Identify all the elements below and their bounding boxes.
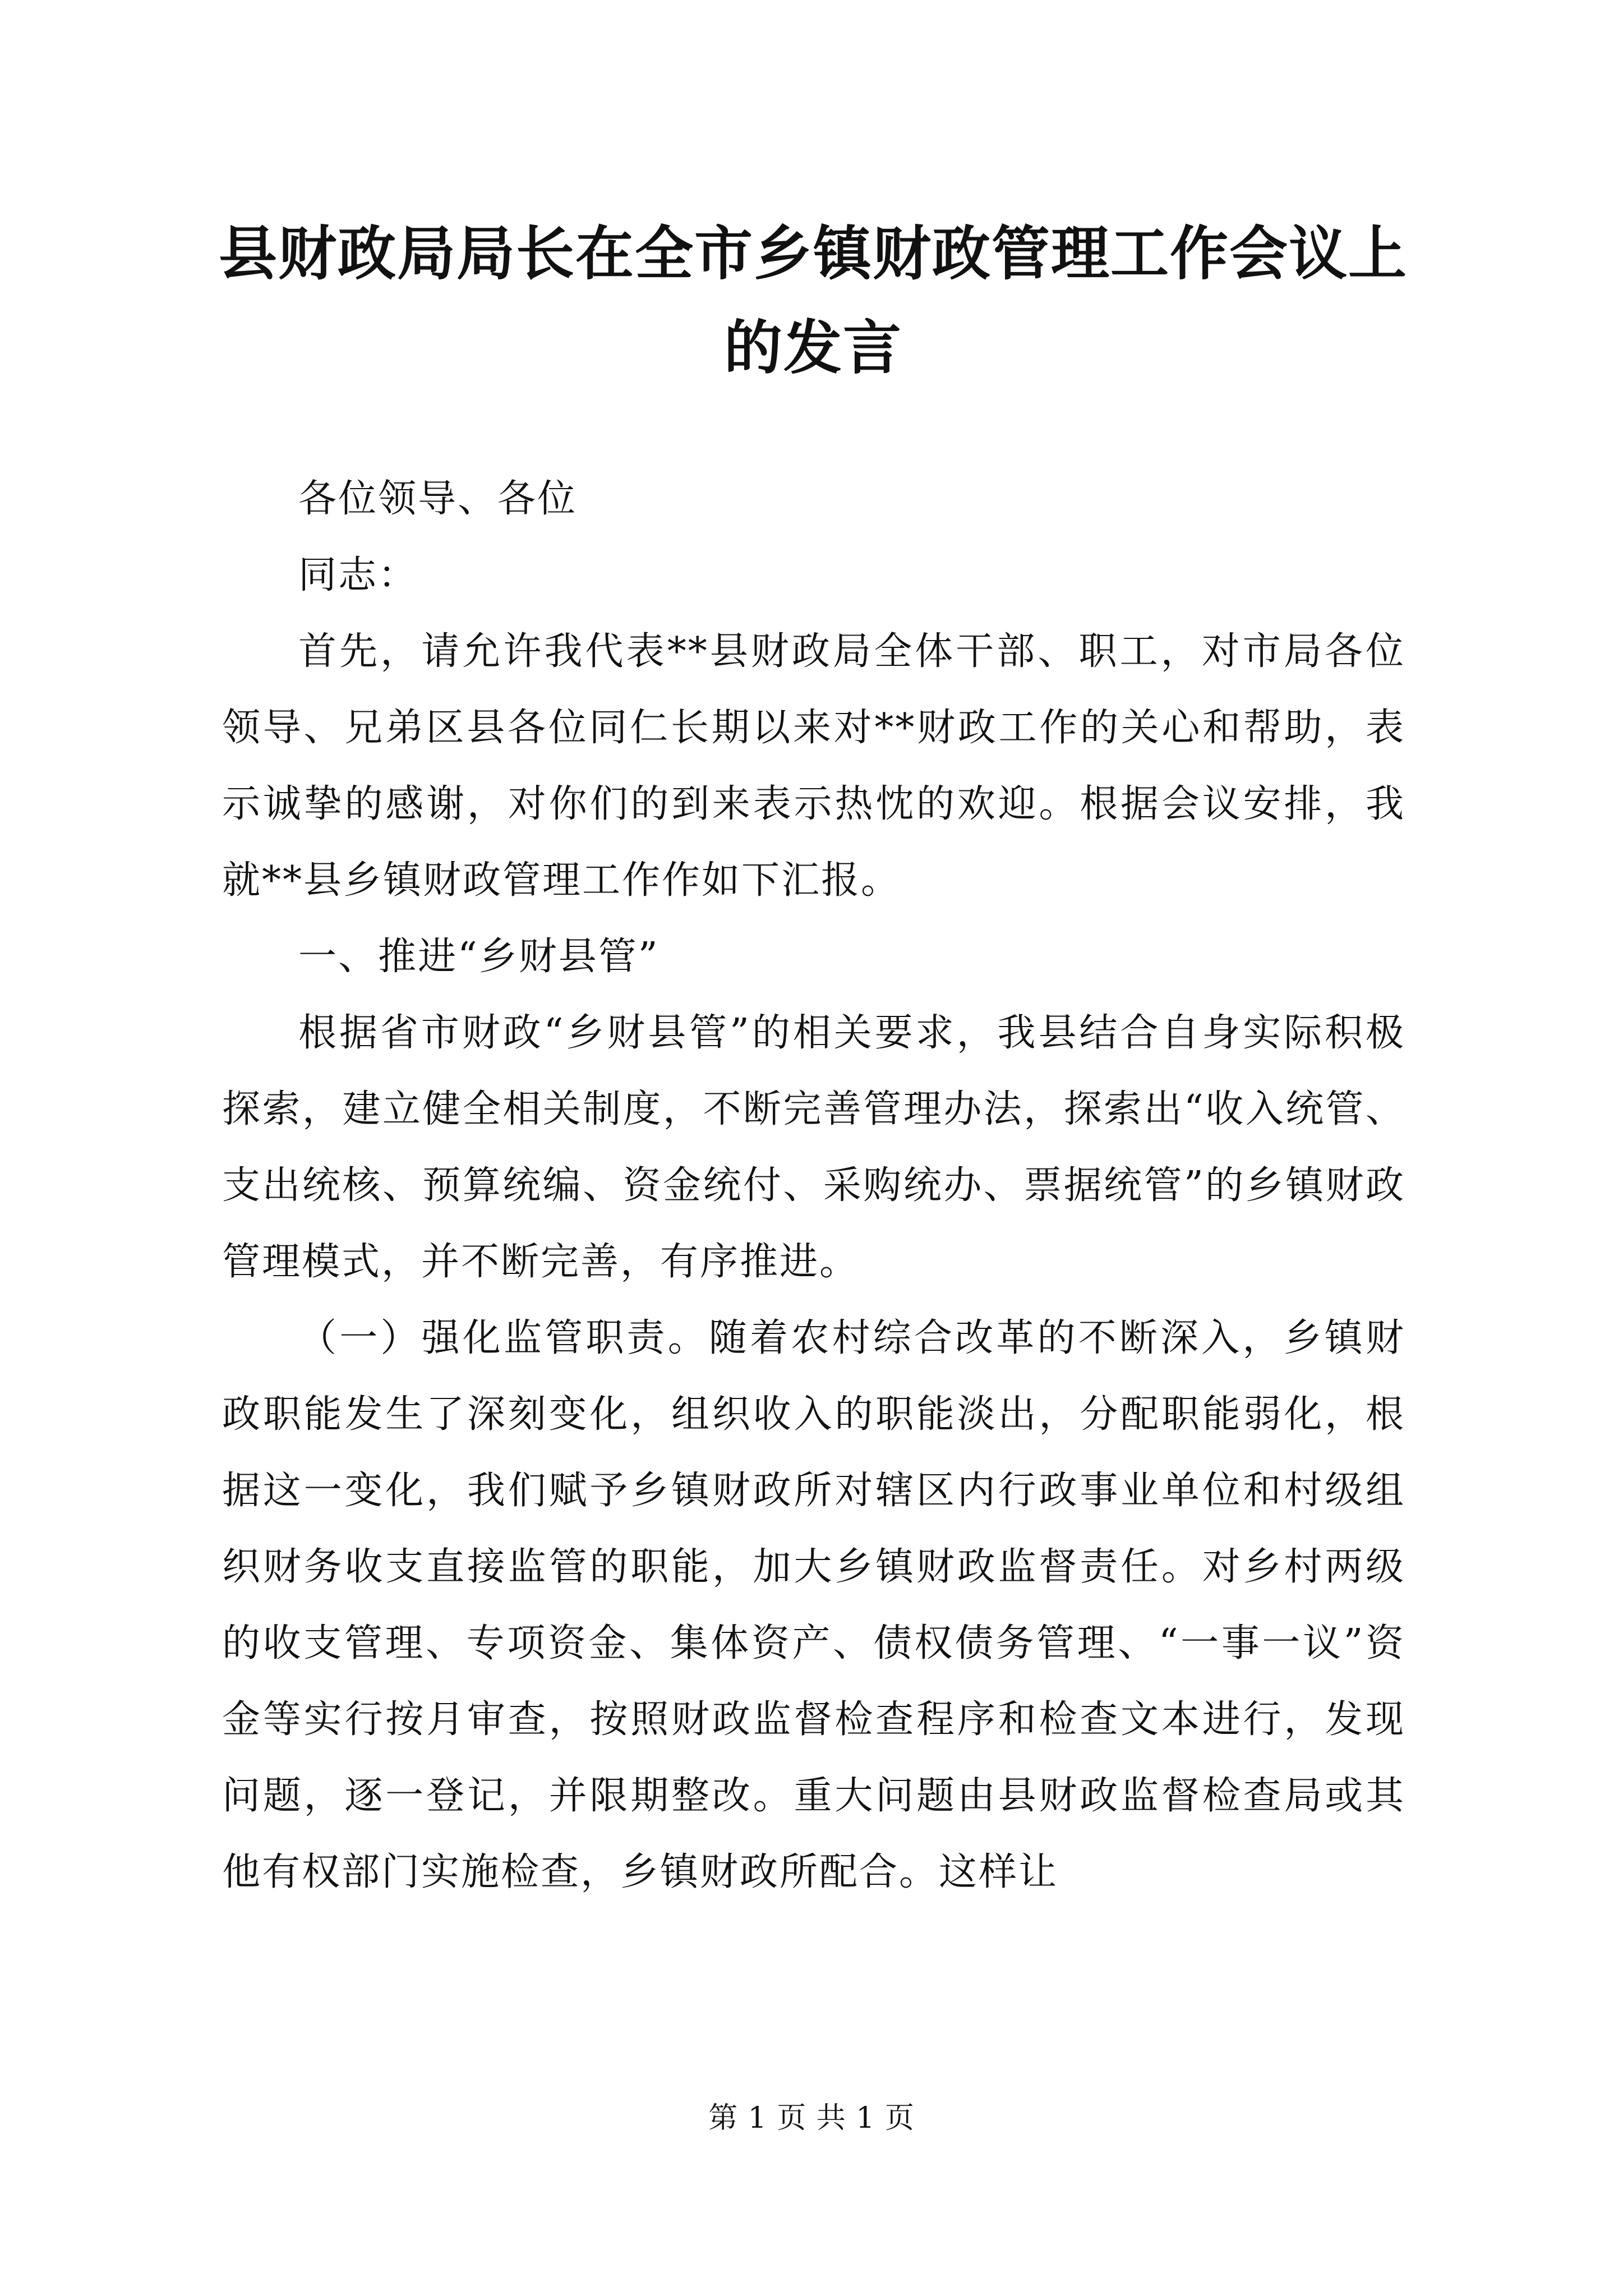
- salutation-line: 各位领导、各位: [298, 477, 578, 521]
- body-paragraph: 根据省市财政“乡财县管”的相关要求，我县结合自身实际积极探索，建立健全相关制度，不断完善管理办法，探索出“收入统管、支出统核、预算统编、资金统付、采购统办、票据统管”的乡镇财政管理模式，并不断完善，有序推进。: [222, 1011, 1405, 1284]
- page-footer: 第 1 页 共 1 页: [708, 2101, 915, 2135]
- document-body: [222, 461, 1405, 1911]
- body-paragraph: 首先，请允许我代表**县财政局全体干部、职工，对市局各位领导、兄弟区县各位同仁长期以来对**财政工作的关心和帮助，表示诚挚的感谢，对你们的到来表示热忱的欢迎。根据会议安排，我就**县乡镇财政管理工作作如下汇报。: [222, 629, 1405, 903]
- document-title: 县财政局局长在全市乡镇财政管理工作会议上的发言: [218, 219, 1408, 382]
- body-paragraph: （一）强化监管职责。随着农村综合改革的不断深入，乡镇财政职能发生了深刻变化，组织收入的职能淡出，分配职能弱化，根据这一变化，我们赋予乡镇财政所对辖区内行政事业单位和村级组织财务收支直接监管的职能，加大乡镇财政监督责任。对乡村两级的收支管理、专项资金、集体资产、债权债务管理、“一事一议”资金等实行按月审查，按照财政监督检查程序和检查文本进行，发现问题，逐一登记，并限期整改。重大问题由县财政监督检查局或其他有权部门实施检查，乡镇财政所配合。这样让: [222, 1316, 1405, 1894]
- section-heading: 一、推进“乡财县管”: [298, 935, 660, 979]
- salutation-line: 同志：: [298, 553, 418, 597]
